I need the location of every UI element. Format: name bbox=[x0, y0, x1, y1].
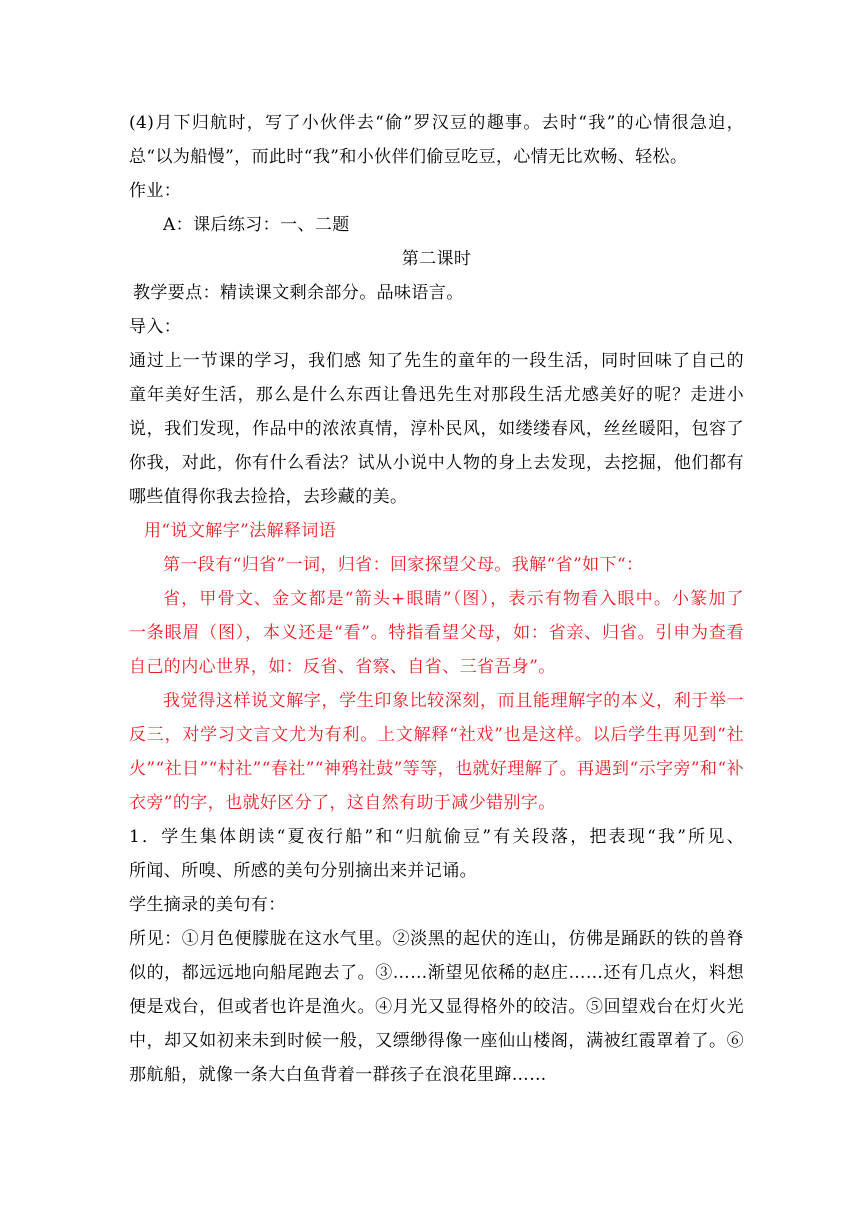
excerpt-line-1: 所见：①月色便朦胧在这水气里。②淡黑的起伏的连山，仿佛是踊跃的铁的兽脊 bbox=[129, 929, 744, 949]
intro-heading: 导入： bbox=[129, 317, 182, 337]
exercise-line-1: 1．学生集体朗读“夏夜行船”和“归航偷豆”有关段落，把表现“我”所见、 bbox=[129, 827, 744, 847]
teaching-points: 教学要点：精读课文剩余部分。品味语言。 bbox=[133, 283, 464, 303]
excerpt-line-3: 便是戏台，但或者也许是渔火。④月光又显得格外的皎洁。⑤回望戏台在灯火光 bbox=[129, 997, 744, 1017]
intro-line-4: 你我，对此，你有什么看法？试从小说中人物的身上去发现，去挖掘，他们都有 bbox=[129, 453, 744, 473]
document-page bbox=[129, 106, 744, 1092]
red-subheading: 用“说文解字”法解释词语 bbox=[144, 521, 337, 541]
intro-line-3: 说，我们发现，作品中的浓浓真情，淳朴民风，如缕缕春风，丝丝暖阳，包容了 bbox=[129, 419, 744, 439]
excerpt-line-2: 似的，都远远地向船尾跑去了。③……渐望见依稀的赵庄……还有几点火，料想 bbox=[129, 963, 744, 983]
homework-item: A：课后练习：一、二题 bbox=[163, 215, 350, 235]
intro-line-1: 通过上一节课的学习，我们感 知了先生的童年的一段生活，同时回味了自己的 bbox=[129, 351, 744, 371]
section-title: 第二课时 bbox=[401, 249, 472, 269]
red-line-8: 衣旁”的字，也就好区分了，这自然有助于减少错别字。 bbox=[129, 793, 556, 813]
homework-heading: 作业： bbox=[129, 181, 182, 201]
red-line-4: 自己的内心世界，如：反省、省察、自省、三省吾身”。 bbox=[129, 657, 556, 677]
red-line-3: 一条眼眉（图），本义还是“看”。特指看望父母，如：省亲、归省。引申为查看 bbox=[129, 623, 744, 643]
text-line-2: 总“以为船慢”，而此时“我”和小伙伴们偷豆吃豆，心情无比欢畅、轻松。 bbox=[129, 147, 688, 167]
excerpt-line-5: 那航船，就像一条大白鱼背着一群孩子在浪花里蹿…… bbox=[129, 1065, 547, 1085]
red-line-5: 我觉得这样说文解字，学生印象比较深刻，而且能理解字的本义，利于举一 bbox=[163, 691, 744, 711]
excerpt-line-4: 中，却又如初来未到时候一般，又缥缈得像一座仙山楼阁，满被红霞罩着了。⑥ bbox=[129, 1031, 744, 1051]
excerpt-heading: 学生摘录的美句有： bbox=[129, 895, 286, 915]
red-line-1: 第一段有“归省”一词，归省：回家探望父母。我解“省”如下“： bbox=[163, 555, 644, 575]
intro-line-5: 哪些值得你我去捡拾，去珍藏的美。 bbox=[129, 487, 408, 507]
red-line-7: 火”“社日”“村社”“春社”“神鸦社鼓”等等，也就好理解了。再遇到“示字旁”和“补 bbox=[129, 759, 744, 779]
red-line-2: 省，甲骨文、金文都是“箭头+眼睛”（图），表示有物看入眼中。小篆加了 bbox=[163, 589, 744, 609]
red-line-6: 反三，对学习文言文尤为有利。上文解释“社戏”也是这样。以后学生再见到“社 bbox=[129, 725, 744, 745]
intro-line-2: 童年美好生活，那么是什么东西让鲁迅先生对那段生活尤感美好的呢？走进小 bbox=[129, 385, 744, 405]
text-line-1: (4)月下归航时，写了小伙伴去“偷”罗汉豆的趣事。去时“我”的心情很急迫， bbox=[129, 113, 744, 133]
exercise-line-2: 所闻、所嗅、所感的美句分别摘出来并记诵。 bbox=[129, 861, 477, 881]
